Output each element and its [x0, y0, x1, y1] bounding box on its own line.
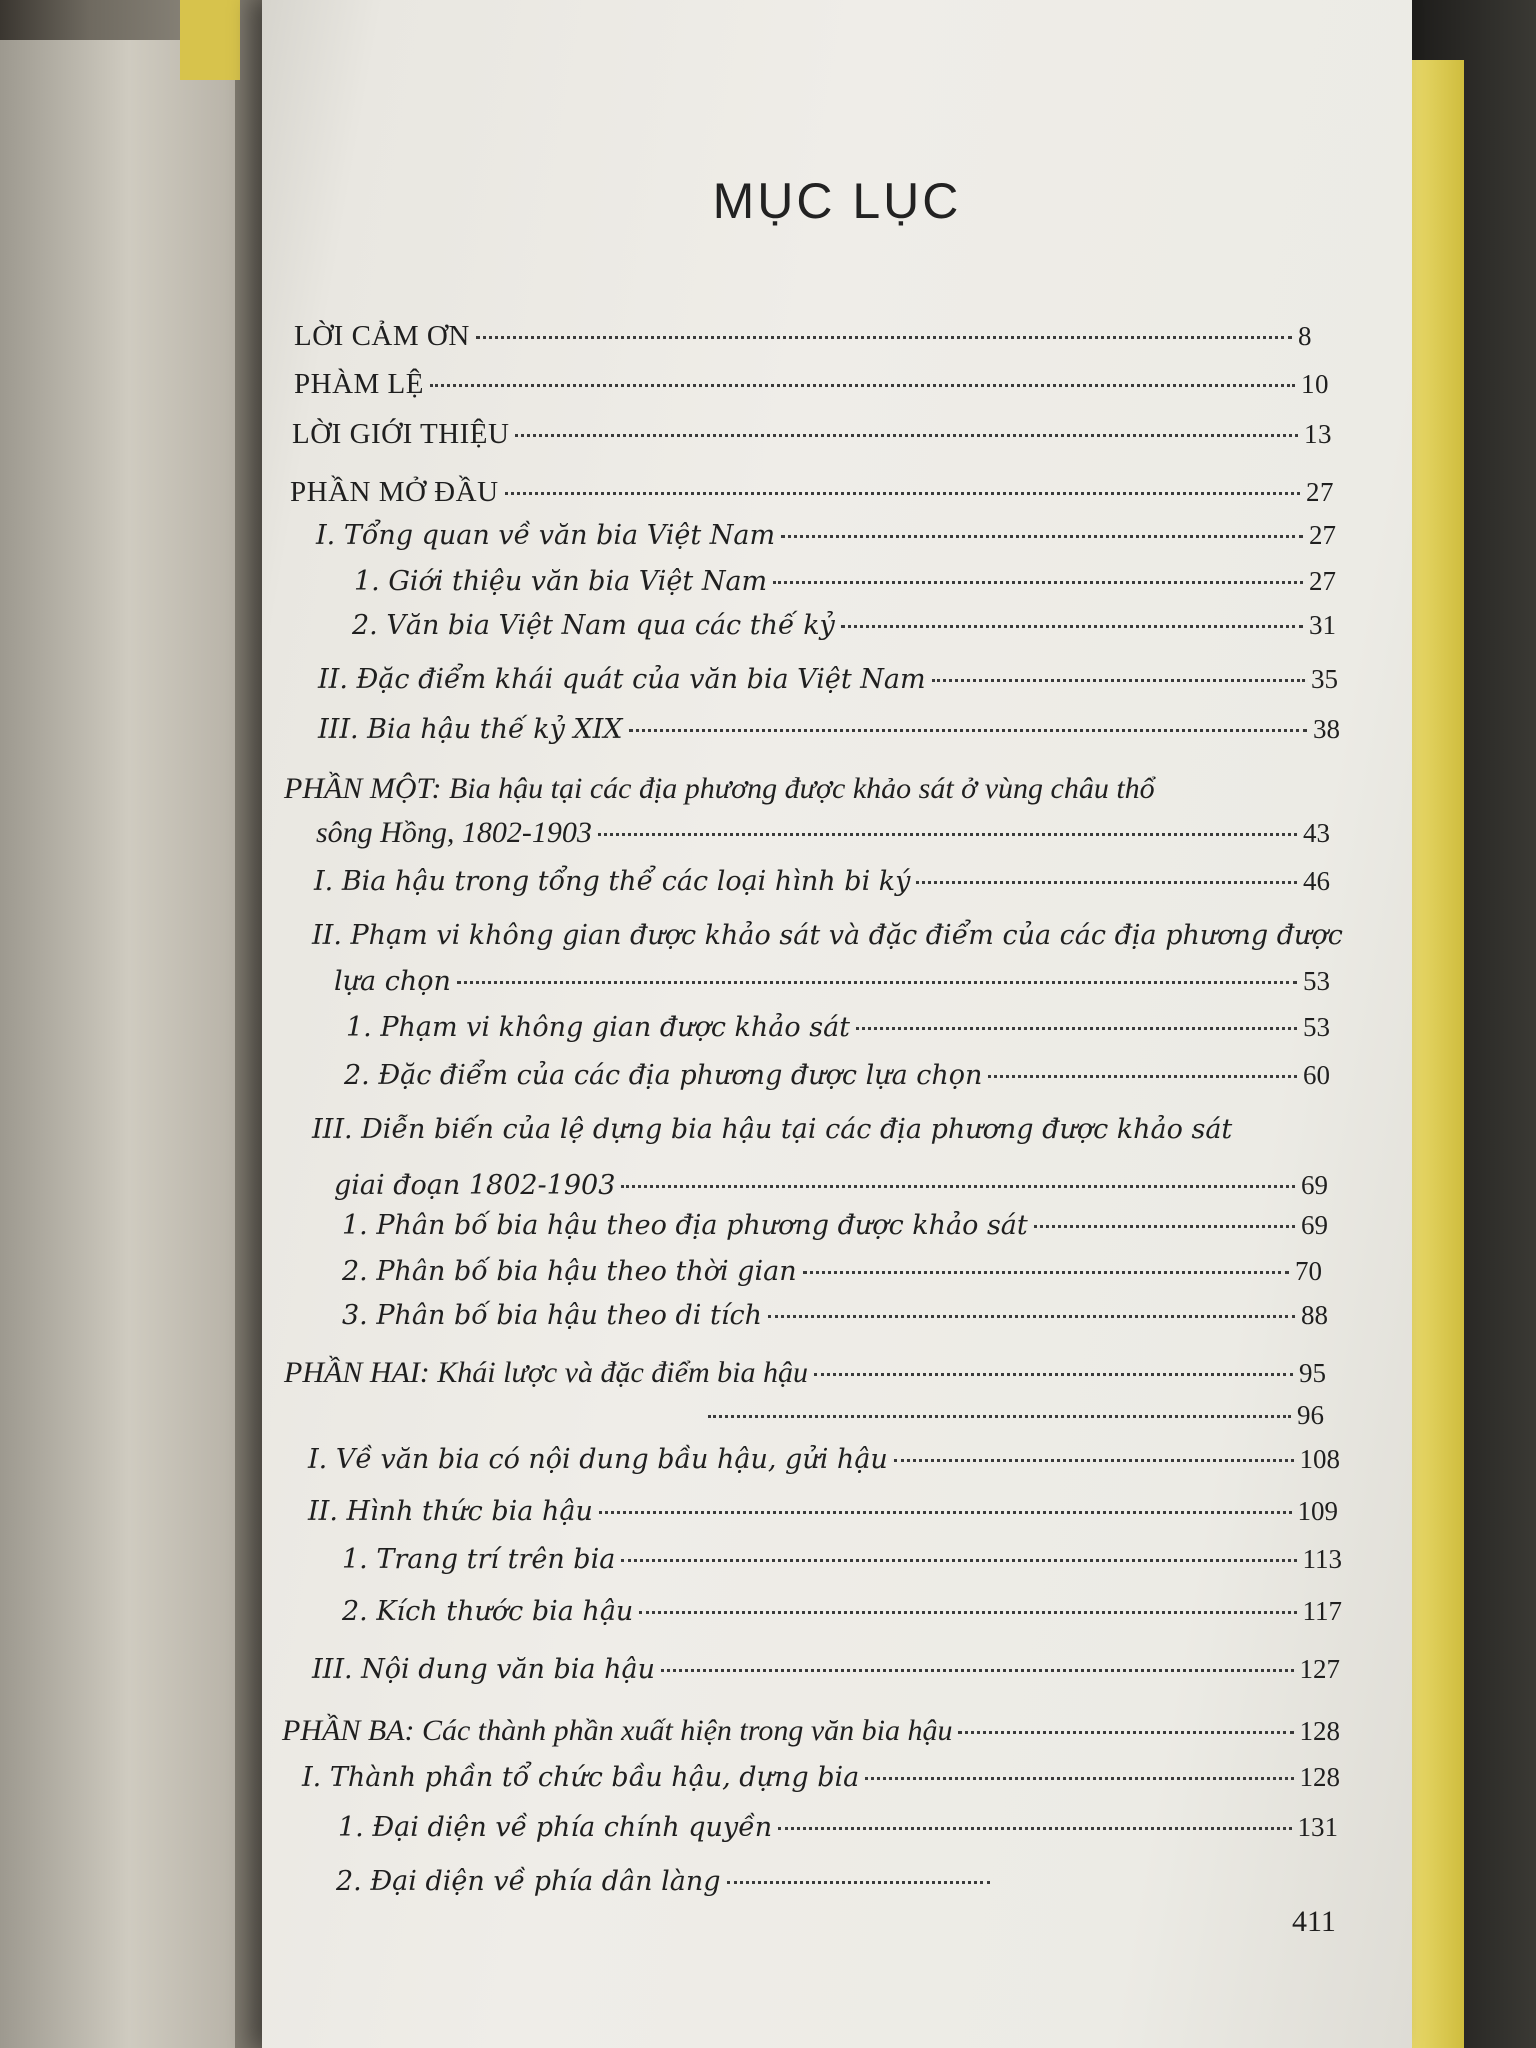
toc-entry: [316, 816, 1330, 850]
leader-dots: [598, 833, 1297, 836]
leader-dots: [476, 336, 1292, 339]
toc-entry: [318, 664, 1338, 695]
toc-page-number: 8: [1298, 321, 1312, 351]
leader-dots: [430, 384, 1295, 387]
toc-entry-label: PHẦN BA: Các thành phần xuất hiện trong văn bia hậu: [282, 1714, 953, 1747]
toc-page-number: 113: [1302, 1544, 1342, 1574]
leader-dots: [856, 1027, 1297, 1030]
toc-entry: [308, 1496, 1338, 1527]
toc-entry: [284, 1356, 1326, 1390]
leader-dots: [727, 1881, 990, 1884]
toc-entry: [294, 368, 1329, 401]
yellow-cover-edge: [1412, 60, 1464, 2048]
toc-page-number: 109: [1297, 1496, 1338, 1526]
leader-dots: [865, 1777, 1293, 1780]
toc-page-number: 31: [1309, 610, 1336, 640]
toc-entry-label: 1. Phạm vi không gian được khảo sát: [346, 1012, 851, 1043]
toc-page-number: 35: [1311, 664, 1338, 694]
toc-entry: [312, 1654, 1340, 1685]
toc-entry-label: III. Bia hậu thế kỷ XIX: [318, 714, 623, 745]
toc-entry-label: PHÀM LỆ: [294, 368, 424, 400]
toc-entry-label: III. Nội dung văn bia hậu: [312, 1654, 655, 1685]
leader-dots: [958, 1731, 1293, 1734]
toc-entry: [354, 566, 1336, 597]
leader-dots: [621, 1559, 1296, 1562]
toc-page-number: 95: [1299, 1358, 1326, 1388]
leader-dots: [814, 1373, 1293, 1376]
leader-dots: [599, 1511, 1292, 1514]
toc-entry: [352, 610, 1336, 641]
toc-page-number: 53: [1303, 1012, 1330, 1042]
toc-entry-label: PHẦN HAI: Khái lược và đặc điểm bia hậu: [284, 1356, 808, 1389]
toc-page-number: 69: [1301, 1170, 1328, 1200]
toc-page-number: 127: [1299, 1654, 1340, 1684]
toc-entry: [342, 1256, 1322, 1287]
toc-entry-label: 2. Văn bia Việt Nam qua các thế kỷ: [352, 610, 835, 641]
leader-dots: [708, 1415, 1291, 1418]
leader-dots: [773, 581, 1303, 584]
toc-entry-label: 2. Đại diện về phía dân làng: [336, 1866, 721, 1897]
leader-dots: [661, 1669, 1294, 1672]
toc-page-number: 38: [1313, 714, 1340, 744]
toc-page-number: 27: [1309, 520, 1336, 550]
leader-dots: [988, 1075, 1297, 1078]
toc-page-number: 70: [1295, 1256, 1322, 1286]
leader-dots: [916, 881, 1297, 884]
toc-page-number: 128: [1299, 1762, 1340, 1792]
toc-entry: [334, 966, 1330, 997]
leader-dots: [803, 1271, 1289, 1274]
toc-entry: [342, 1210, 1328, 1241]
toc-page-number: 13: [1304, 419, 1332, 449]
toc-entry: [314, 866, 1330, 897]
toc-entry: [338, 1812, 1338, 1843]
toc-entry-label: LỜI GIỚI THIỆU: [292, 418, 510, 450]
toc-page-number: 131: [1297, 1812, 1338, 1842]
toc-entry: [318, 714, 1340, 745]
toc-entry-label: lựa chọn: [334, 966, 451, 997]
toc-entry-label: I. Thành phần tổ chức bầu hậu, dựng bia: [302, 1762, 860, 1793]
toc-entry: [336, 1866, 996, 1897]
toc-entry-label: giai đoạn 1802-1903: [334, 1170, 616, 1201]
toc-entry-label: 1. Giới thiệu văn bia Việt Nam: [354, 566, 768, 597]
toc-page-number: 46: [1303, 866, 1330, 896]
leader-dots: [768, 1315, 1295, 1318]
leader-dots: [781, 535, 1303, 538]
leader-dots: [621, 1185, 1295, 1188]
toc-entry: [342, 1544, 1342, 1575]
toc-entry-label: 2. Kích thước bia hậu: [342, 1596, 634, 1627]
leader-dots: [841, 625, 1303, 628]
leader-dots: [778, 1827, 1291, 1830]
toc-entry: [316, 520, 1336, 551]
toc-entry: [292, 418, 1332, 451]
toc-page-number: 88: [1301, 1300, 1328, 1330]
toc-page-number: 117: [1302, 1596, 1342, 1626]
toc-page-number: 10: [1301, 369, 1329, 399]
toc-entry: [702, 1400, 1324, 1431]
book-spine: [180, 0, 240, 80]
toc-entry-label: 2. Đặc điểm của các địa phương được lựa chọn: [344, 1060, 983, 1091]
leader-dots: [457, 981, 1297, 984]
toc-entry-label: II. Hình thức bia hậu: [308, 1496, 593, 1527]
toc-entry: [290, 476, 1334, 509]
toc-page-number: 27: [1306, 477, 1334, 507]
toc-page-number: 43: [1303, 818, 1330, 848]
toc-entry: [334, 1170, 1328, 1201]
page-number: 411: [1292, 1905, 1336, 1938]
toc-page-number: 53: [1303, 966, 1330, 996]
toc-entry-label: I. Bia hậu trong tổng thể các loại hình bi ký: [314, 866, 911, 897]
toc-entry-label-line1: III. Diễn biến của lệ dựng bia hậu tại các địa phương được khảo sát: [312, 1114, 1233, 1145]
toc-page-number: 96: [1297, 1400, 1324, 1430]
toc-entry: [302, 1762, 1340, 1793]
toc-entry: [346, 1012, 1330, 1043]
leader-dots: [1034, 1225, 1295, 1228]
toc-entry: [342, 1596, 1342, 1627]
toc-page-number: 69: [1301, 1210, 1328, 1240]
leader-dots: [894, 1459, 1294, 1462]
toc-entry: [342, 1300, 1328, 1331]
toc-entry-label: I. Về văn bia có nội dung bầu hậu, gửi hậu: [308, 1444, 888, 1475]
toc-entry-label: sông Hồng, 1802-1903: [316, 816, 592, 849]
toc-entry-label: 1. Trang trí trên bia: [342, 1544, 616, 1575]
toc-entry: [344, 1060, 1330, 1091]
facing-page: [0, 40, 235, 2048]
leader-dots: [505, 492, 1300, 495]
toc-entry: [282, 1714, 1340, 1748]
toc-page-number: 108: [1299, 1444, 1340, 1474]
leader-dots: [639, 1611, 1296, 1614]
toc-page-number: 128: [1299, 1716, 1340, 1746]
toc-entry-label: LỜI CẢM ƠN: [294, 320, 470, 352]
toc-entry-label: PHẦN MỞ ĐẦU: [290, 476, 499, 508]
leader-dots: [515, 434, 1298, 437]
toc-page-number: 60: [1303, 1060, 1330, 1090]
toc-entry-label: 1. Đại diện về phía chính quyền: [338, 1812, 773, 1843]
toc-entry-label: 3. Phân bố bia hậu theo di tích: [342, 1300, 762, 1331]
book-page: [262, 0, 1412, 2048]
toc-page-number: 27: [1309, 566, 1336, 596]
leader-dots: [629, 729, 1307, 732]
toc-entry-label-line1: PHẦN MỘT: Bia hậu tại các địa phương được khảo sát ở vùng châu thổ: [284, 772, 1155, 805]
toc-entry-label: 1. Phân bố bia hậu theo địa phương được khảo sát: [342, 1210, 1028, 1241]
page-title: MỤC LỤC: [712, 173, 962, 229]
toc-entry-label: 2. Phân bố bia hậu theo thời gian: [342, 1256, 797, 1287]
toc-entry-label-line1: II. Phạm vi không gian được khảo sát và đặc điểm của các địa phương được: [312, 920, 1343, 951]
toc-entry-label: I. Tổng quan về văn bia Việt Nam: [316, 520, 776, 551]
toc-entry: [308, 1444, 1340, 1475]
toc-entry: [294, 320, 1312, 353]
toc-entry-label: II. Đặc điểm khái quát của văn bia Việt Nam: [318, 664, 926, 695]
leader-dots: [932, 679, 1305, 682]
